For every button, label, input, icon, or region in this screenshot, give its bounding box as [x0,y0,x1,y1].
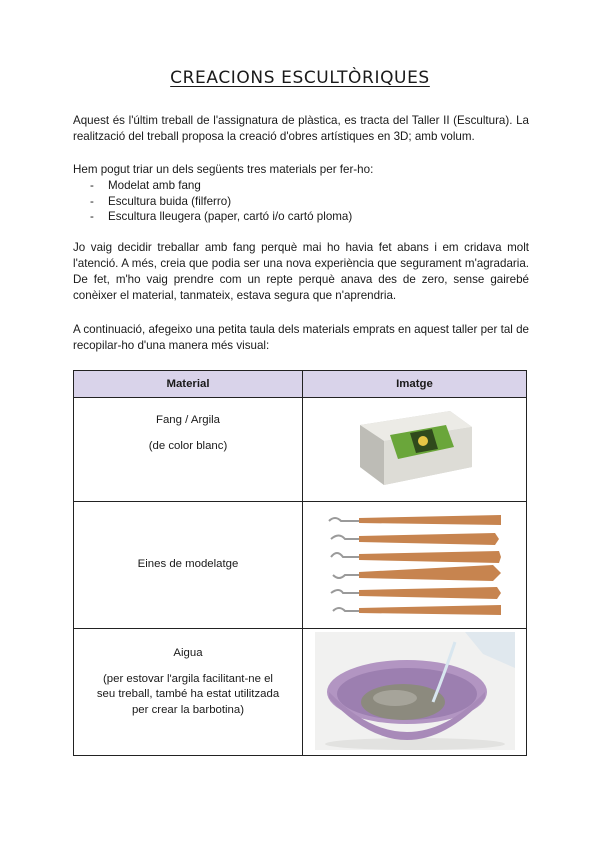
material-name: Eines de modelatge [137,558,239,571]
table-intro-paragraph: A continuació, afegeixo una petita taula dels materials emprats en aquest taller per tal de recopilar-ho d'una manera més visual: [73,323,529,352]
image-cell [303,398,527,502]
material-name: Aigua [173,647,203,659]
clay-block-icon [350,482,480,494]
material-cell [74,398,303,502]
list-item: - Escultura buida (filferro) [90,194,352,210]
header-image: Imatge [303,371,527,398]
image-cell [303,502,527,629]
material-note: (per estovar l'argila facilitant-ne el seu treball, també ha estat utilitzada per crear la barbotina) [96,672,280,716]
list-item: - Modelat amb fang [90,178,352,194]
materials-table [73,370,527,756]
material-name: Fang / Argila [156,414,220,426]
materials-intro: Hem pogut triar un dels següents tres materials per fer-ho: [73,163,374,176]
table-row [74,398,527,502]
intro-paragraph: Aquest és l'últim treball de l'assignatura de plàstica, es tracta del Taller II (Escultura). La realització del treball proposa la creació d'obres artístiques en 3D; amb volum. [73,114,529,143]
image-cell [303,629,527,756]
table-row [74,502,527,629]
page-title: CREACIONS ESCULTÒRIQUES [170,68,430,88]
water-bowl-icon [315,741,515,753]
header-material: Material [74,371,303,398]
material-note: (de color blanc) [148,439,228,452]
list-item: - Escultura lleugera (paper, cartó i/o cartó ploma) [90,209,352,225]
material-cell [74,629,303,756]
choice-paragraph: Jo vaig decidir treballar amb fang perquè mai ho havia fet abans i em cridava molt l'atenció. A més, creia que podia ser una nova experiència que segurament m'agradaria. De fet, m'ho vaig prendre com un repte perquè anava des de zero, sense gairebé conèixer el material, tanmateix, estava segura que n'aprendria. [73,241,529,302]
table-row [74,629,527,756]
materials-list [90,178,352,225]
material-cell [74,502,303,629]
table-header-row [74,371,527,398]
modeling-tools-icon [325,610,505,622]
